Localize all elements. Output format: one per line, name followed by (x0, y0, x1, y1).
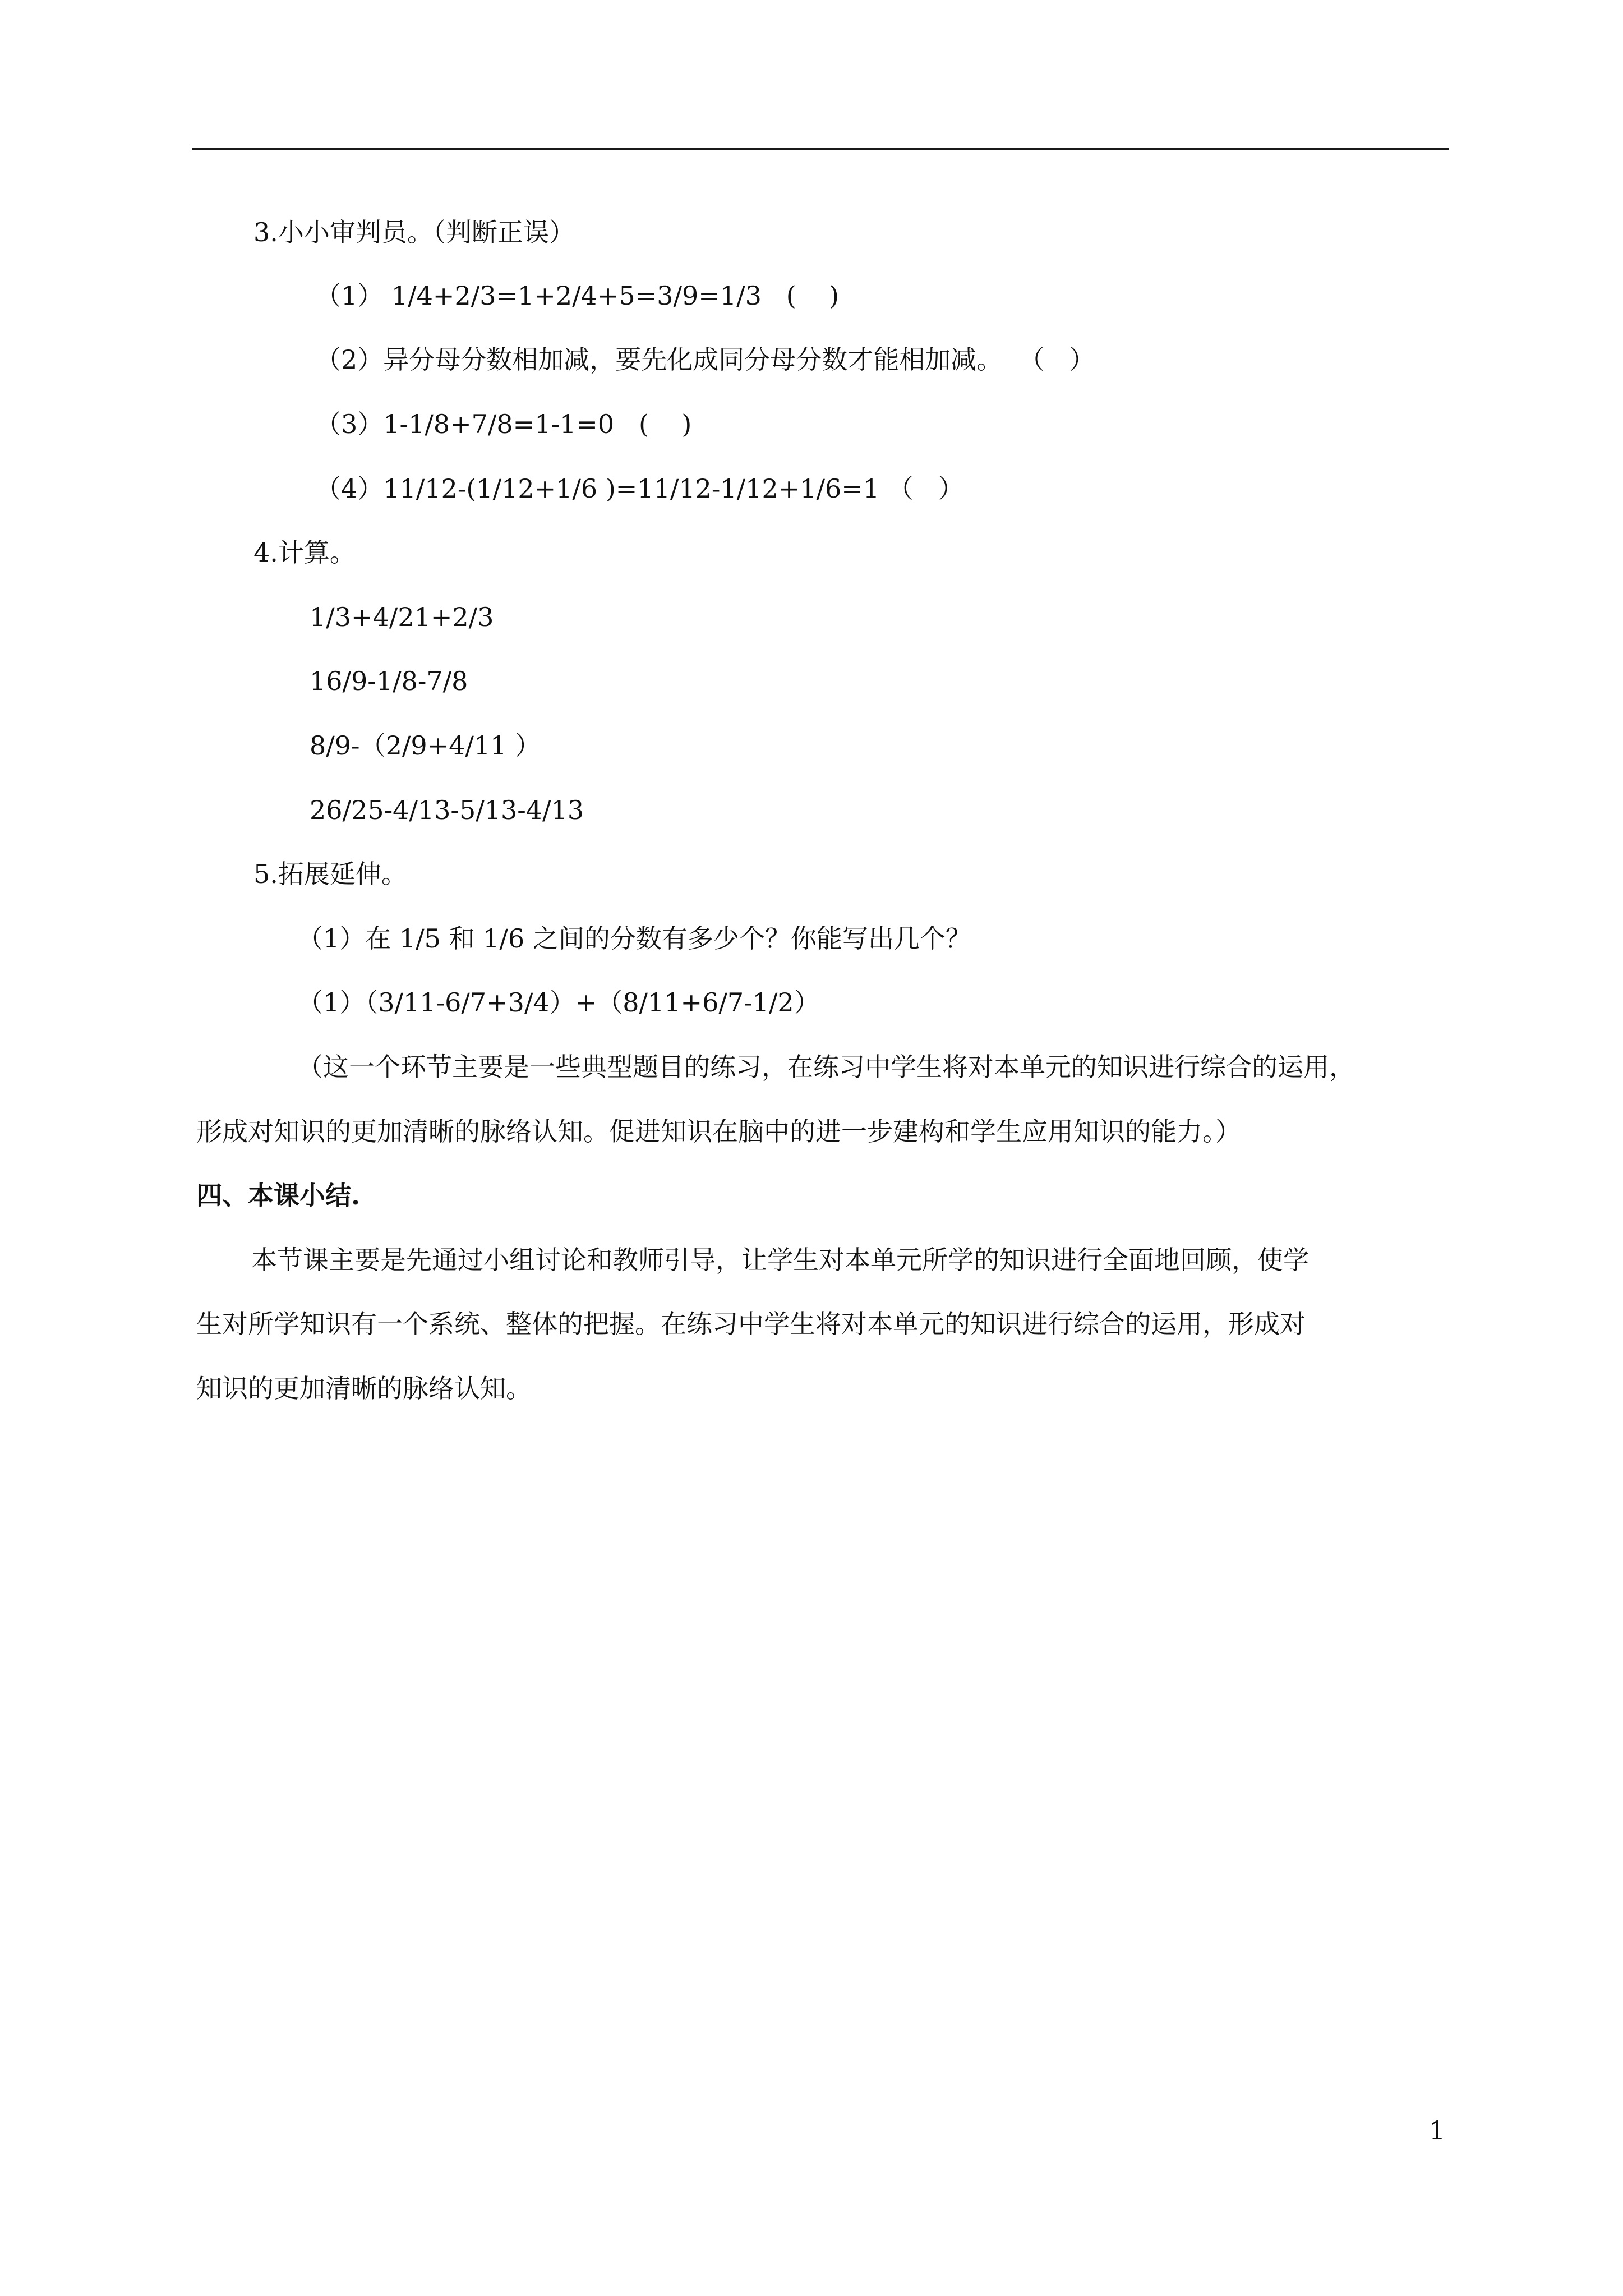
page-number: 1 (1429, 2115, 1446, 2146)
summary-heading: 四、本课小结. (196, 1180, 361, 1211)
section5-title: 5.拓展延伸。 (253, 859, 407, 889)
section5-item-1: （1）在 1/5 和 1/6 之间的分数有多少个？你能写出几个？ (297, 923, 971, 954)
section3-item-4: （4）11/12-(1/12+1/6 )=11/12-1/12+1/6=1 （ ） (315, 473, 964, 504)
section3-item-3: （3）1-1/8+7/8=1-1=0 ( ) (315, 409, 692, 439)
section3-item-2: （2）异分母分数相加减，要先化成同分母分数才能相加减。 （ ） (315, 344, 1095, 375)
header-rule (192, 148, 1449, 150)
section4-title: 4.计算。 (253, 537, 356, 568)
summary-line-3: 知识的更加清晰的脉络认知。 (196, 1373, 532, 1404)
section3-title: 3.小小审判员。（判断正误） (253, 217, 575, 247)
section5-note-line-1: （这一个环节主要是一些典型题目的练习，在练习中学生将对本单元的知识进行综合的运用， (297, 1052, 1355, 1082)
section4-item-4: 26/25-4/13-5/13-4/13 (310, 795, 584, 825)
section3-item-1: （1） 1/4+2/3=1+2/4+5=3/9=1/3 ( ) (315, 280, 840, 311)
summary-line-1: 本节课主要是先通过小组讨论和教师引导，让学生对本单元所学的知识进行全面地回顾，使学 (251, 1245, 1309, 1275)
section4-item-1: 1/3+4/21+2/3 (310, 602, 494, 632)
section5-item-2: （1）（3/11-6/7+3/4）+（8/11+6/7-1/2） (297, 987, 820, 1018)
section5-note-line-2: 形成对知识的更加清晰的脉络认知。促进知识在脑中的进一步建构和学生应用知识的能力。） (196, 1116, 1241, 1147)
section4-item-3: 8/9-（2/9+4/11 ） (310, 730, 541, 761)
summary-line-2: 生对所学知识有一个系统、整体的把握。在练习中学生将对本单元的知识进行综合的运用，形成对 (196, 1309, 1306, 1339)
section4-item-2: 16/9-1/8-7/8 (310, 666, 468, 696)
